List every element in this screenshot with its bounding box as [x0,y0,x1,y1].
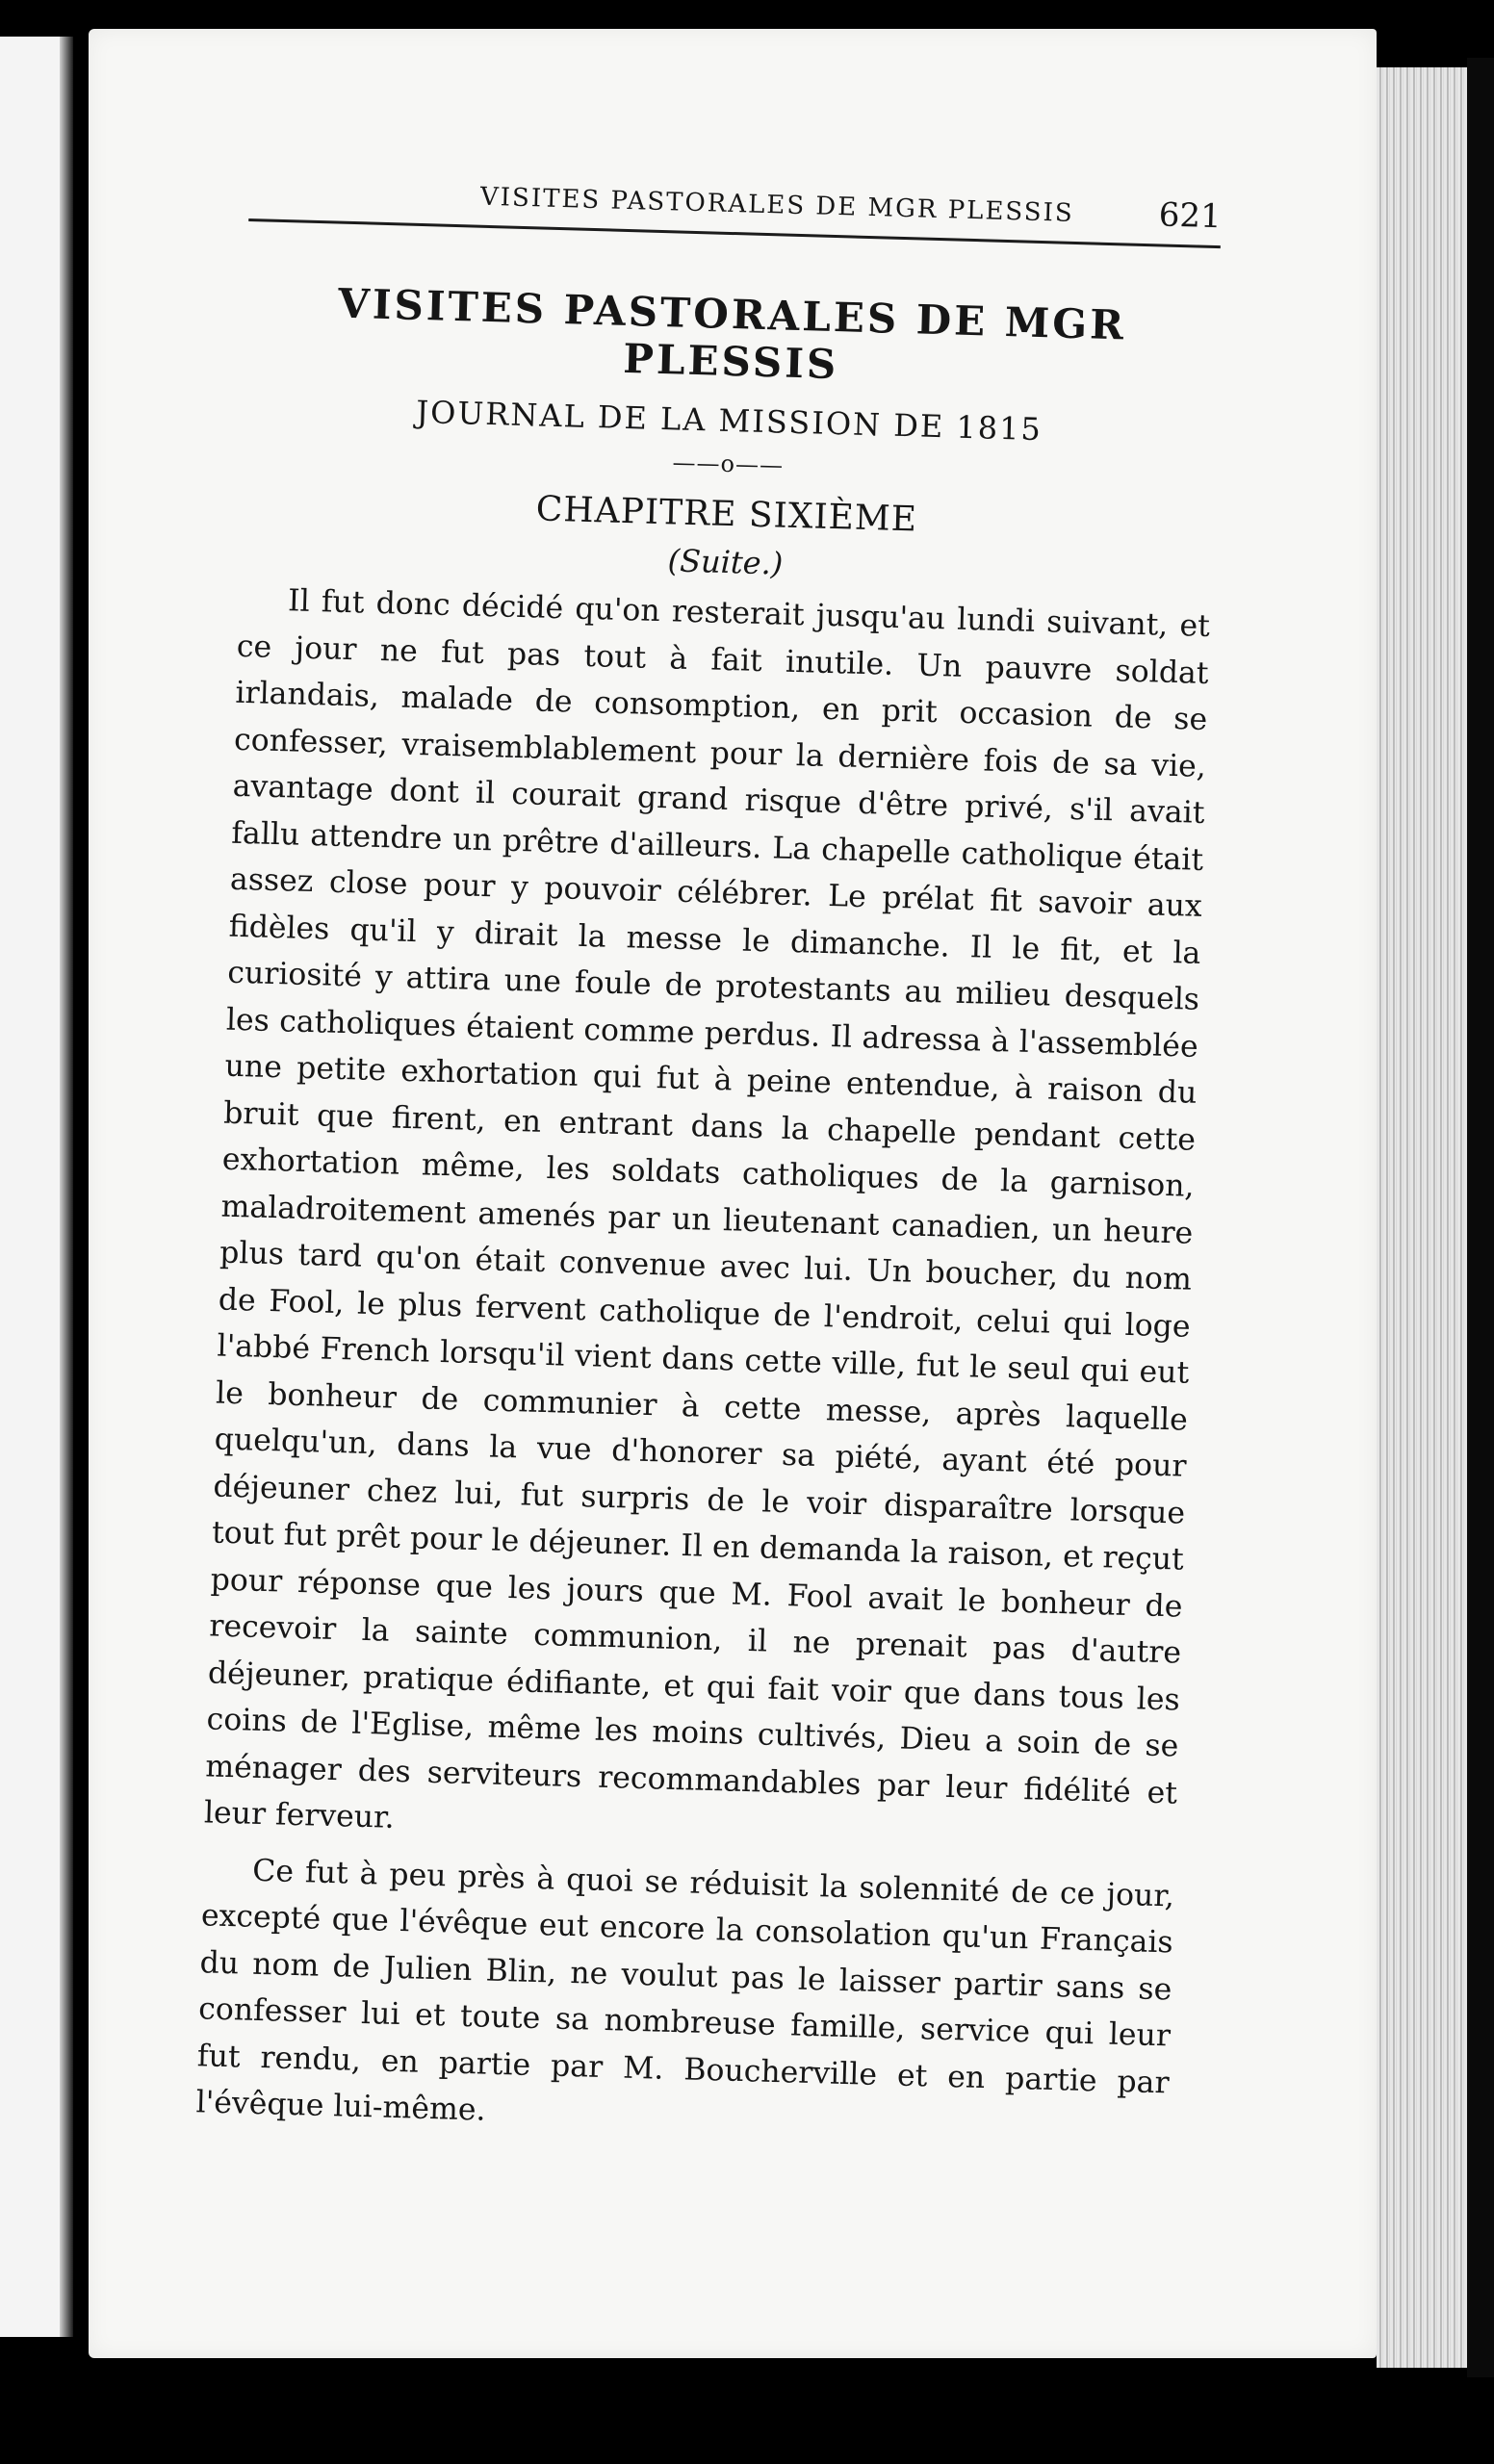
page-number: 621 [1158,195,1223,237]
running-title: VISITES PASTORALES DE MGR PLESSIS [479,182,1075,228]
ornament-divider: ——o—— [672,449,785,479]
article-subtitle: JOURNAL DE LA MISSION DE 1815 [415,393,1043,449]
page-edge-shadow [1467,58,1494,2377]
body-paragraph: Il fut donc décidé qu'on resterait jusqu'au lundi suivant, et ce jour ne fut pas tout à fait inutile. Un pauvre soldat irlandais, malade de consomption, en prit occasion de se confesser, vraisemblablement pour la dernière fois de sa vie, avantage dont il courait grand risque d'être privé, s'il avait fallu attendre un prêtre d'ailleurs. La chapelle catholique était assez close pour y pouvoir célébrer. Le prélat fit savoir aux fidèles qu'il y dirait la messe le dimanche. Il le fit, et la curiosité y attira une foule de protestants au milieu desquels les catholiques étaient comme perdus. Il adressa à l'assemblée une petite exhortation qui fut à peine entendue, à raison du bruit que firent, en entrant dans la chapelle pendant cette exhortation même, les soldats catholiques de la garnison, maladroitement amenés par un lieutenant canadien, un heure plus tard qu'on était convenue avec lui. Un boucher, du nom de Fool, le plus fervent catholique de l'endroit, celui qui loge l'abbé French lorsqu'il vient dans cette ville, fut le seul qui eut le bonheur de communier à cette messe, après laquelle quelqu'un, dans la vue d'honorer sa piété, ayant été pour déjeuner chez lui, fut surpris de le voir disparaître lorsque tout fut prêt pour le déjeuner. Il en demanda la raison, et reçut pour réponse que les jours que M. Fool avait le bonheur de recevoir la sainte communion, il ne prenait pas d'autre déjeuner, pratique édifiante, et qui fait voir que dans tous les coins de l'Eglise, même les moins cultivés, Dieu a soin de se ménager des serviteurs recommandables par leur fidélité et leur ferveur. [203,583,1211,1835]
chapter-heading: CHAPITRE SIXIÈME [535,489,918,540]
continuation-note: (Suite.) [667,542,784,582]
article-title: VISITES PASTORALES DE MGR PLESSIS [337,279,1127,389]
page-edges [1377,67,1468,2368]
body-paragraph: Ce fut à peu près à quoi se réduisit la solennité de ce jour, excepté que l'évêque eut encore la consolation qu'un Français du nom de Julien Blin, ne voulut pas le laisser partir sans se confesser lui et toute sa nombreuse famille, service qui leur fut rendu, en partie par M. Boucherville et en partie par l'évêque lui-même. [195,1853,1175,2128]
left-page-edge [0,37,67,2337]
book-gutter [60,37,73,2337]
page-content [195,159,1223,2153]
